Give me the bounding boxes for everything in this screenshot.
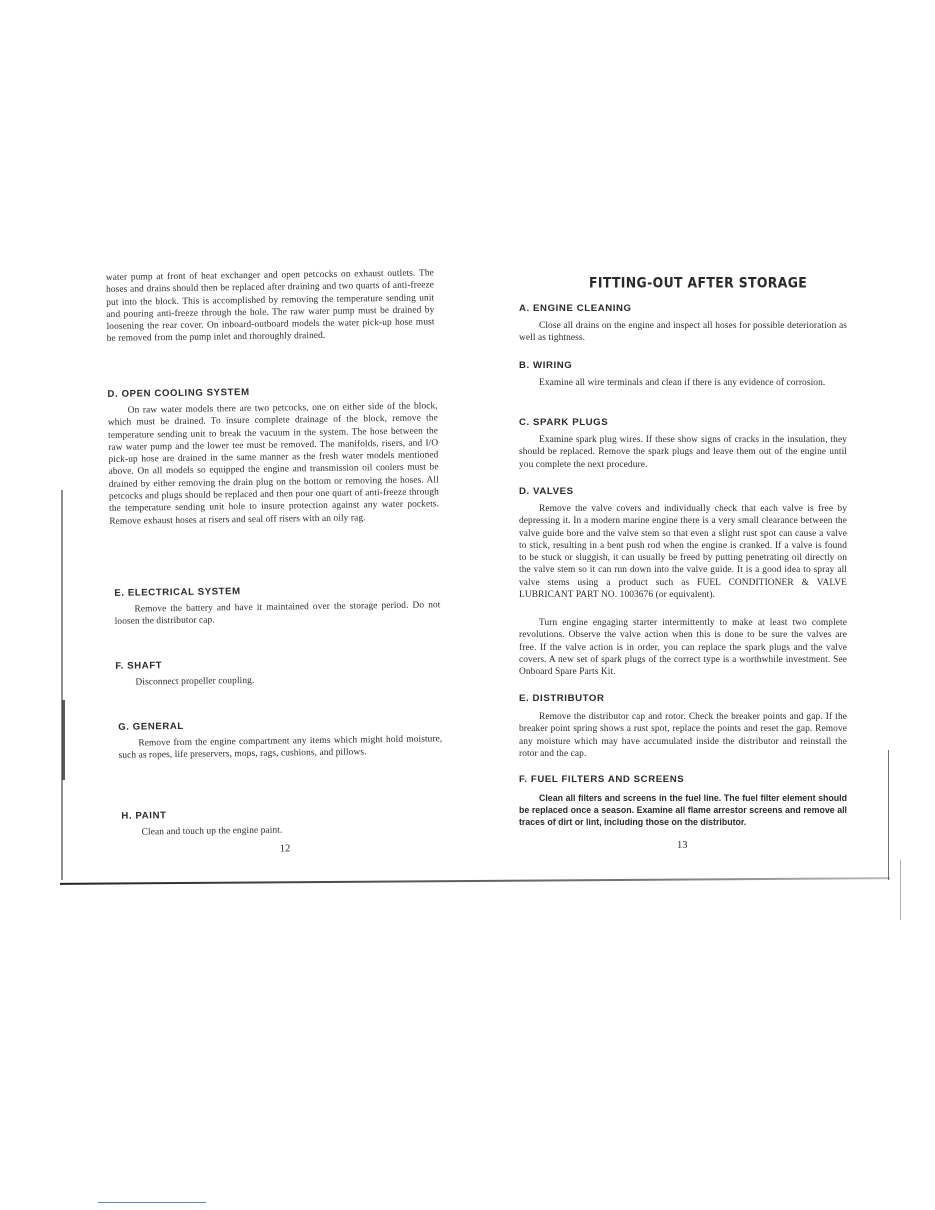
page-number-right: 13: [677, 840, 688, 851]
page-bottom-edge: [60, 877, 890, 885]
section-text-engine-cleaning: Close all drains on the engine and inspect all hoses for possible deterioration as well as tightness.: [519, 321, 847, 344]
section-heading-wiring: B. WIRING: [519, 360, 573, 371]
section-text-valves-continued: Turn engine engaging starter intermittently to make at least two complete revolutions. Observe the valve action when this is done to be sure the valves are free. If the valve action is in order, you can replace the spark plugs and the valve covers. A new set of spark plugs of the correct type is a worthwhile investment. See Onboard Spare Parts Kit.: [519, 618, 847, 678]
bottom-underline-mark: [98, 1202, 206, 1203]
section-text-valves: Remove the valve covers and individually check that each valve is free by depressing it. In a modern marine engine there is a very small clearance between the valve guide bore and the valve stem so that even a slight rust spot can cause a valve to stick, resulting in a bent push rod when the engine is cranked. If a valve is found to be stuck or sluggish, it can usually be freed by putting penetrating oil directly on the valve stem so it can run down into the valve guide. It is a good idea to spray all valve stems using a product such as FUEL CONDITIONER & VALVE LUBRICANT PART NO. 1003676 (or equivalent).: [519, 504, 847, 601]
section-text-open-cooling: On raw water models there are two petcocks, one on either side of the block, which must be drained. To insure complete drainage of the block, remove the temperature sending unit to break the vacuum in the system. The hose between the raw water pump and the lower tee must be removed. The manifolds, risers, and I/O pick-up hose are drained in the same manner as the fresh water models mentioned above. On all models so equipped the engine and transmission oil coolers must be drained by either removing the drain plug on the bottom or removing the hoses. All petcocks and plugs should be replaced and then pour one quart of anti-freeze through the temperature sending unit hole to insure protection against any water pockets. Remove exhaust hoses at risers and seal off risers with an oily rag.: [107, 401, 440, 527]
intro-paragraph: water pump at front of heat exchanger and open petcocks on exhaust outlets. The hoses and drains should then be replaced after draining and two quarts of anti-freeze put into the block. This is accomplished by removing the temperature sending unit and pouring anti-freeze through the hole. The raw water pump must be drained by loosening the rear cover. On inboard-outboard models the water pick-up hose must be removed from the pump inlet and thoroughly drained.: [105, 268, 435, 345]
section-text-wiring: Examine all wire terminals and clean if there is any evidence of corrosion.: [539, 378, 826, 388]
section-heading-fuel-filters: F. FUEL FILTERS AND SCREENS: [519, 774, 685, 785]
left-binding-edge: [61, 490, 63, 880]
page-number-left: 12: [279, 843, 291, 855]
page-title: FITTING-OUT AFTER STORAGE: [589, 274, 808, 292]
section-heading-general: G. GENERAL: [118, 720, 184, 733]
right-page-edge: [888, 750, 889, 880]
section-text-general: Remove from the engine compartment any items which might hold moisture, such as ropes, life preservers, mops, rags, cushions, and pillows.: [118, 734, 443, 762]
section-text-spark-plugs: Examine spark plug wires. If these show signs of cracks in the insulation, they should be replaced. Remove the spark plugs and leave them out of the engine until you complete the next procedure.: [519, 435, 847, 470]
right-edge-mark: [900, 860, 901, 920]
section-heading-paint: H. PAINT: [121, 810, 167, 822]
section-heading-spark-plugs: C. SPARK PLUGS: [519, 417, 609, 428]
section-heading-valves: D. VALVES: [519, 486, 574, 497]
section-heading-electrical: E. ELECTRICAL SYSTEM: [114, 586, 241, 599]
section-text-paint: Clean and touch up the engine paint.: [141, 825, 283, 838]
section-heading-open-cooling: D. OPEN COOLING SYSTEM: [107, 386, 250, 400]
left-binding-shadow: [62, 700, 65, 780]
section-text-shaft: Disconnect propeller coupling.: [135, 675, 255, 688]
section-text-distributor: Remove the distributor cap and rotor. Check the breaker points and gap. If the breaker point spring shows a rust spot, replace the points and reset the gap. Remove any moisture which may have accumulated inside the distributor and reinstall the rotor and the cap.: [519, 712, 847, 759]
section-text-electrical: Remove the battery and have it maintained over the storage period. Do not loosen the distributor cap.: [114, 600, 441, 628]
section-text-fuel-filters: Clean all filters and screens in the fuel line. The fuel filter element should be replaced once a season. Examine all flame arrestor screens and remove all traces of dirt or lint, including those on the distributor.: [519, 793, 847, 828]
section-heading-distributor: E. DISTRIBUTOR: [519, 693, 605, 704]
section-heading-engine-cleaning: A. ENGINE CLEANING: [519, 303, 632, 314]
section-heading-shaft: F. SHAFT: [115, 660, 163, 672]
